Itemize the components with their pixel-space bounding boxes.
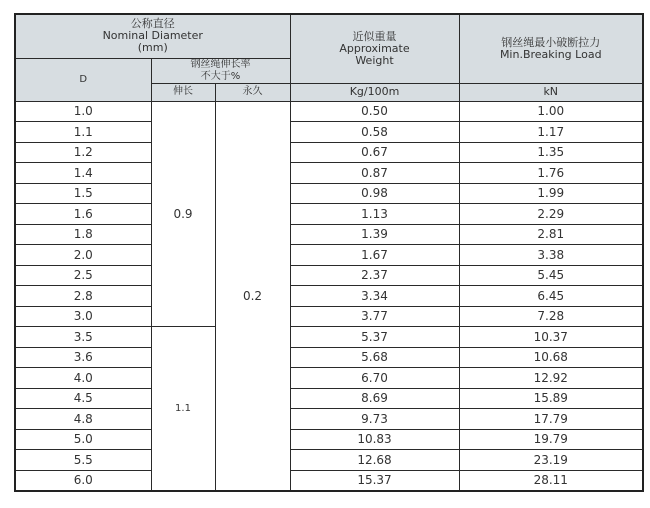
diameter-cell: 5.0: [15, 429, 151, 450]
breaking-load-cell: 1.17: [459, 122, 643, 143]
breaking-load-cell: 17.79: [459, 409, 643, 430]
weight-en-2: Weight: [355, 53, 394, 67]
elongation-header: [151, 58, 290, 83]
table-row: [15, 450, 643, 471]
load-unit-header: kN: [459, 83, 643, 101]
permanent-header: 永久: [215, 83, 290, 101]
weight-en-1: Approximate: [339, 41, 410, 55]
table-row: [15, 163, 643, 184]
table-row: [15, 204, 643, 225]
breaking-load-cell: 28.11: [459, 470, 643, 491]
diameter-cell: 1.5: [15, 183, 151, 204]
diameter-cell: 5.5: [15, 450, 151, 471]
diameter-cell: 6.0: [15, 470, 151, 491]
breaking-load-header: [459, 14, 643, 83]
table-row: [15, 306, 643, 327]
diameter-cell: 1.2: [15, 142, 151, 163]
diameter-cell: 2.5: [15, 265, 151, 286]
diameter-cell: 4.5: [15, 388, 151, 409]
breaking-load-cell: 2.81: [459, 224, 643, 245]
table-row: [15, 368, 643, 389]
elongation-cn: 钢丝绳伸长率: [190, 58, 251, 70]
diameter-cell: 4.0: [15, 368, 151, 389]
table-header: [15, 14, 643, 101]
nominal-diameter-cn: 公称直径: [130, 17, 175, 31]
diameter-cell: 3.5: [15, 327, 151, 348]
diameter-cell: 2.0: [15, 245, 151, 266]
weight-cell: 15.37: [290, 470, 459, 491]
weight-cell: 1.67: [290, 245, 459, 266]
weight-cell: 6.70: [290, 368, 459, 389]
wire-rope-spec-table: [14, 13, 644, 492]
breaking-load-cell: 23.19: [459, 450, 643, 471]
table-row: [15, 409, 643, 430]
table-row: [15, 122, 643, 143]
stretch-value-small: 0.9: [151, 101, 215, 327]
weight-cell: 2.37: [290, 265, 459, 286]
diameter-cell: 3.0: [15, 306, 151, 327]
breaking-load-cell: 7.28: [459, 306, 643, 327]
diameter-cell: 1.1: [15, 122, 151, 143]
breaking-load-cell: 1.00: [459, 101, 643, 122]
weight-cell: 0.67: [290, 142, 459, 163]
weight-cn: 近似重量: [352, 29, 397, 43]
breaking-load-cell: 19.79: [459, 429, 643, 450]
weight-header: [290, 14, 459, 83]
breaking-load-cell: 3.38: [459, 245, 643, 266]
table-row: [15, 429, 643, 450]
diameter-cell: 1.6: [15, 204, 151, 225]
permanent-value: 0.2: [215, 101, 290, 491]
weight-cell: 0.58: [290, 122, 459, 143]
table-row: [15, 142, 643, 163]
table-row: [15, 224, 643, 245]
nominal-diameter-header: [15, 14, 290, 58]
table-body: [15, 101, 643, 491]
nominal-diameter-en: Nominal Diameter: [102, 29, 203, 43]
weight-cell: 8.69: [290, 388, 459, 409]
weight-cell: 0.98: [290, 183, 459, 204]
diameter-cell: 4.8: [15, 409, 151, 430]
table-row: [15, 245, 643, 266]
breaking-load-cell: 12.92: [459, 368, 643, 389]
diameter-cell: 1.4: [15, 163, 151, 184]
breaking-load-en: Min.Breaking Load: [499, 47, 602, 61]
table-row: [15, 347, 643, 368]
table-row: [15, 183, 643, 204]
weight-cell: 1.39: [290, 224, 459, 245]
diameter-cell: 2.8: [15, 286, 151, 307]
table-row: [15, 388, 643, 409]
table-row: [15, 286, 643, 307]
weight-cell: 1.13: [290, 204, 459, 225]
weight-cell: 0.87: [290, 163, 459, 184]
table-row: [15, 265, 643, 286]
breaking-load-cell: 10.37: [459, 327, 643, 348]
breaking-load-cell: 10.68: [459, 347, 643, 368]
stretch-value-large: 1.1: [151, 327, 215, 492]
weight-cell: 12.68: [290, 450, 459, 471]
breaking-load-cell: 2.29: [459, 204, 643, 225]
weight-cell: 9.73: [290, 409, 459, 430]
weight-cell: 5.37: [290, 327, 459, 348]
weight-cell: 3.77: [290, 306, 459, 327]
diameter-cell: 1.0: [15, 101, 151, 122]
breaking-load-cell: 15.89: [459, 388, 643, 409]
nominal-diameter-unit: (mm): [137, 41, 168, 55]
weight-cell: 10.83: [290, 429, 459, 450]
diameter-cell: 3.6: [15, 347, 151, 368]
elongation-cn-2: 不大于%: [200, 70, 241, 82]
d-header: D: [15, 58, 151, 101]
weight-cell: 0.50: [290, 101, 459, 122]
breaking-load-cell: 6.45: [459, 286, 643, 307]
table-row: [15, 470, 643, 491]
diameter-cell: 1.8: [15, 224, 151, 245]
breaking-load-cell: 1.76: [459, 163, 643, 184]
table-row: [15, 327, 643, 348]
weight-cell: 3.34: [290, 286, 459, 307]
wire-rope-spec-table-container: [14, 13, 642, 492]
stretch-header: 伸长: [151, 83, 215, 101]
breaking-load-cell: 1.35: [459, 142, 643, 163]
weight-cell: 5.68: [290, 347, 459, 368]
breaking-load-cell: 1.99: [459, 183, 643, 204]
weight-unit-header: Kg/100m: [290, 83, 459, 101]
table-row: [15, 101, 643, 122]
breaking-load-cell: 5.45: [459, 265, 643, 286]
breaking-load-cn: 钢丝绳最小破断拉力: [501, 35, 601, 49]
